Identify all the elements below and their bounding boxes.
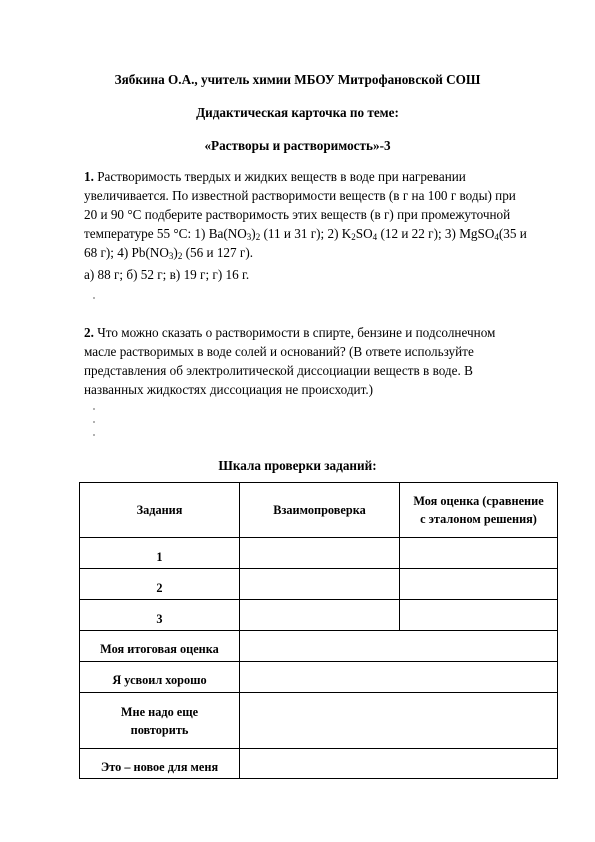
self-grade-cell[interactable] [400,538,558,569]
need-repeat-label: Мне надо еще повторить [80,693,240,749]
task-number-cell: 1 [80,538,240,569]
table-row [80,600,558,631]
final-grade-cell[interactable] [240,631,558,662]
margin-dot [93,408,95,410]
scale-title: Шкала проверки заданий: [218,458,377,473]
header-self-grade: Моя оценка (сравнение с эталоном решения) [400,483,558,538]
peer-review-cell[interactable] [240,538,400,569]
self-grade-cell[interactable] [400,600,558,631]
table-row-learned-well [80,662,558,693]
margin-dot [93,421,95,423]
task-1-line-3: 20 и 90 °С подберите растворимость этих веществ (в г) при промежуточной [84,207,511,222]
card-topic: «Растворы и растворимость»-3 [204,138,391,153]
task-number-cell: 2 [80,569,240,600]
table-header-row [80,483,558,538]
need-repeat-cell[interactable] [240,693,558,749]
new-for-me-label: Это – новое для меня [80,749,240,779]
task-1-line-4: температуре 55 °С: 1) $Ba(NO_3)_2$ (11 и 31 г); 2) $K_2SO_4$ (12 и 22 г); 3) MgSO$_4$(35 и [84,226,527,242]
learned-well-label: Я усвоил хорошо [80,662,240,693]
self-grade-cell[interactable] [400,569,558,600]
task-number-cell: 3 [80,600,240,631]
task-2 [84,323,524,399]
task-1-number: 1. [84,169,94,184]
table-row [80,538,558,569]
task-2-number: 2. [84,325,94,340]
learned-well-cell[interactable] [240,662,558,693]
table-row [80,569,558,600]
peer-review-cell[interactable] [240,569,400,600]
task-2-line-1: 2. Что можно сказать о растворимости в спирте, бензине и подсолнечном [84,325,496,340]
author-line: Зябкина О.А., учитель химии МБОУ Митрофановской СОШ [114,72,481,87]
task-2-line-2: масле растворимых в воде солей и оснований? (В ответе используйте [84,344,474,359]
task-2-line-4: названных жидкостях диссоциация не происходит.) [84,382,374,397]
task-1-line-1: 1. Растворимость твердых и жидких веществ в воде при нагревании [84,169,466,184]
task-1-answers: а) 88 г; б) 52 г; в) 19 г; г) 16 г. [84,267,250,282]
task-2-line-3: представления об электролитической диссоциации веществ в воде. В [84,363,473,378]
task-1-line-5: 68 г); 4) $Pb(NO_3)_2$ (56 и 127 г). [84,245,254,261]
table-row-final-grade [80,631,558,662]
margin-dot [93,297,95,299]
new-for-me-cell[interactable] [240,749,558,779]
table-row-new-for-me [80,749,558,779]
header-tasks: Задания [80,483,240,538]
task-1 [84,167,527,262]
table-row-need-repeat [80,693,558,749]
margin-dot [93,434,95,436]
card-subtitle: Дидактическая карточка по теме: [196,105,399,120]
assessment-table [79,482,558,779]
task-1-line-2: увеличивается. По известной растворимости веществ (в г на 100 г воды) при [84,188,516,203]
final-grade-label: Моя итоговая оценка [80,631,240,662]
header-peer-review: Взаимопроверка [240,483,400,538]
peer-review-cell[interactable] [240,600,400,631]
